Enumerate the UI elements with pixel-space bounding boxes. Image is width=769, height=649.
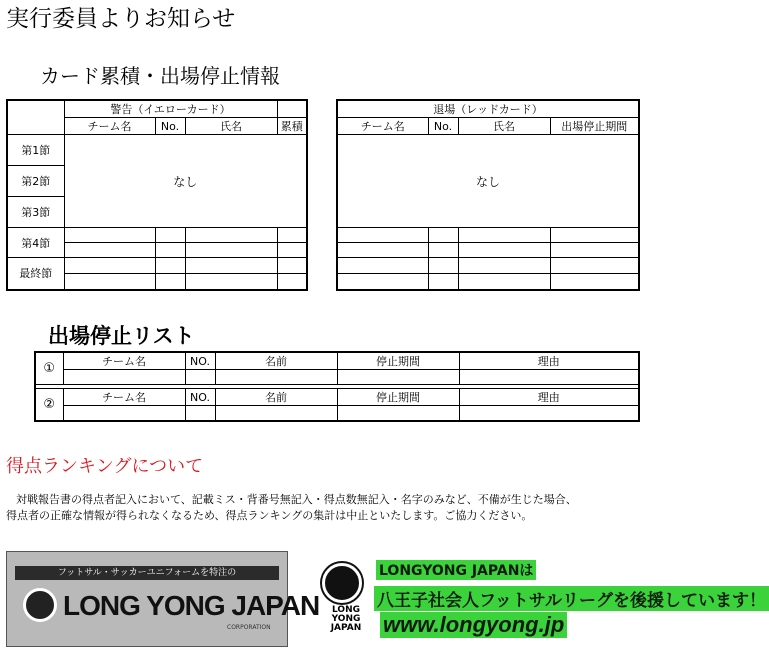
col-no: NO.: [185, 389, 215, 406]
ranking-note-line: 対戦報告書の得点者記入において、記載ミス・背番号無記入・得点数無記入・名字のみなど、不備が生じた場合、: [16, 493, 577, 506]
round-label: 第3節: [7, 197, 64, 228]
table-cell: [458, 258, 550, 274]
sponsor-url-link[interactable]: www.longyong.jp: [380, 612, 567, 638]
round-label: 第4節: [7, 228, 64, 258]
col-team: チーム名: [63, 389, 185, 406]
sponsor-ad-line: LONGYONG JAPANは: [376, 560, 536, 580]
col-name: 氏名: [458, 118, 550, 135]
exit-group-header: 退場（レッドカード）: [337, 100, 639, 118]
suspension-table: [34, 351, 640, 422]
page-title: 実行委員よりお知らせ: [6, 6, 236, 32]
table-cell: [459, 370, 639, 385]
table-cell: [185, 228, 277, 243]
sponsor-logo-banner[interactable]: [6, 551, 320, 647]
table-cell: [63, 406, 185, 421]
corner-cell: [7, 100, 64, 135]
table-cell: [277, 274, 307, 290]
col-name: 氏名: [185, 118, 277, 135]
table-cell: [458, 243, 550, 258]
table-cell: [215, 406, 337, 421]
round-label: 最終節: [7, 258, 64, 290]
sponsor-logo-name: LONG YONG JAPAN: [63, 590, 320, 621]
ranking-heading: 得点ランキングについて: [6, 456, 204, 477]
col-no: No.: [155, 118, 185, 135]
table-cell: [185, 274, 277, 290]
table-cell: [459, 406, 639, 421]
sponsor-ad-line: 八王子社会人フットサルリーグを後援しています！: [374, 586, 769, 611]
table-cell: [155, 258, 185, 274]
table-cell: [64, 258, 155, 274]
brand-mark-icon: [23, 588, 57, 622]
col-period: 停止期間: [337, 389, 459, 406]
col-name: 名前: [215, 389, 337, 406]
table-cell: [337, 243, 428, 258]
table-cell: [64, 274, 155, 290]
table-cell: [64, 228, 155, 243]
table-cell: [458, 274, 550, 290]
brand-mark-text: LONG YONG JAPAN: [330, 605, 362, 633]
table-cell: [185, 370, 215, 385]
table-cell: [185, 243, 277, 258]
table-cell: [428, 243, 458, 258]
sponsor-logo-corp: CORPORATION: [227, 624, 271, 631]
row-marker: ①: [35, 352, 63, 385]
table-cell: [428, 274, 458, 290]
table-cell: [550, 243, 639, 258]
table-cell: [185, 258, 277, 274]
table-cell: [458, 228, 550, 243]
ranking-note: [6, 492, 638, 524]
row-marker: ②: [35, 389, 63, 421]
col-name: 名前: [215, 352, 337, 370]
empty-text: なし: [64, 135, 307, 228]
table-cell: [550, 228, 639, 243]
col-period: 出場停止期間: [550, 118, 639, 135]
round-label: 第1節: [7, 135, 64, 166]
warning-table: [6, 99, 308, 291]
ranking-note-line: 得点者の正確な情報が得られなくなるため、得点ランキングの集計は中止といたします。ご協力ください。: [6, 509, 533, 522]
table-cell: [550, 274, 639, 290]
suspension-heading: 出場停止リスト: [48, 324, 195, 348]
table-cell: [337, 228, 428, 243]
col-no: NO.: [185, 352, 215, 370]
table-cell: [155, 274, 185, 290]
table-cell: [155, 228, 185, 243]
brand-mark-icon: [322, 563, 362, 603]
table-cell: [155, 243, 185, 258]
exit-table: [336, 99, 640, 291]
table-cell: [550, 258, 639, 274]
table-cell: [64, 243, 155, 258]
table-cell: [428, 228, 458, 243]
table-cell: [185, 406, 215, 421]
table-cell: [277, 243, 307, 258]
table-cell: [63, 370, 185, 385]
col-team: チーム名: [337, 118, 428, 135]
col-total: 累積: [277, 118, 307, 135]
table-cell: [337, 258, 428, 274]
round-label: 第2節: [7, 166, 64, 197]
sponsor-band-text: フットサル・サッカーユニフォームを特注の: [15, 566, 279, 580]
col-team: チーム名: [64, 118, 155, 135]
empty-text: なし: [337, 135, 639, 228]
table-cell: [277, 258, 307, 274]
col-period: 停止期間: [337, 352, 459, 370]
col-reason: 理由: [459, 389, 639, 406]
card-section-heading: カード累積・出場停止情報: [40, 64, 280, 88]
table-cell: [337, 274, 428, 290]
table-cell: [277, 228, 307, 243]
col-reason: 理由: [459, 352, 639, 370]
col-no: No.: [428, 118, 458, 135]
table-cell: [337, 406, 459, 421]
table-cell: [337, 370, 459, 385]
warning-group-header: 警告（イエローカード）: [64, 100, 277, 118]
table-cell: [215, 370, 337, 385]
table-cell: [428, 258, 458, 274]
col-team: チーム名: [63, 352, 185, 370]
